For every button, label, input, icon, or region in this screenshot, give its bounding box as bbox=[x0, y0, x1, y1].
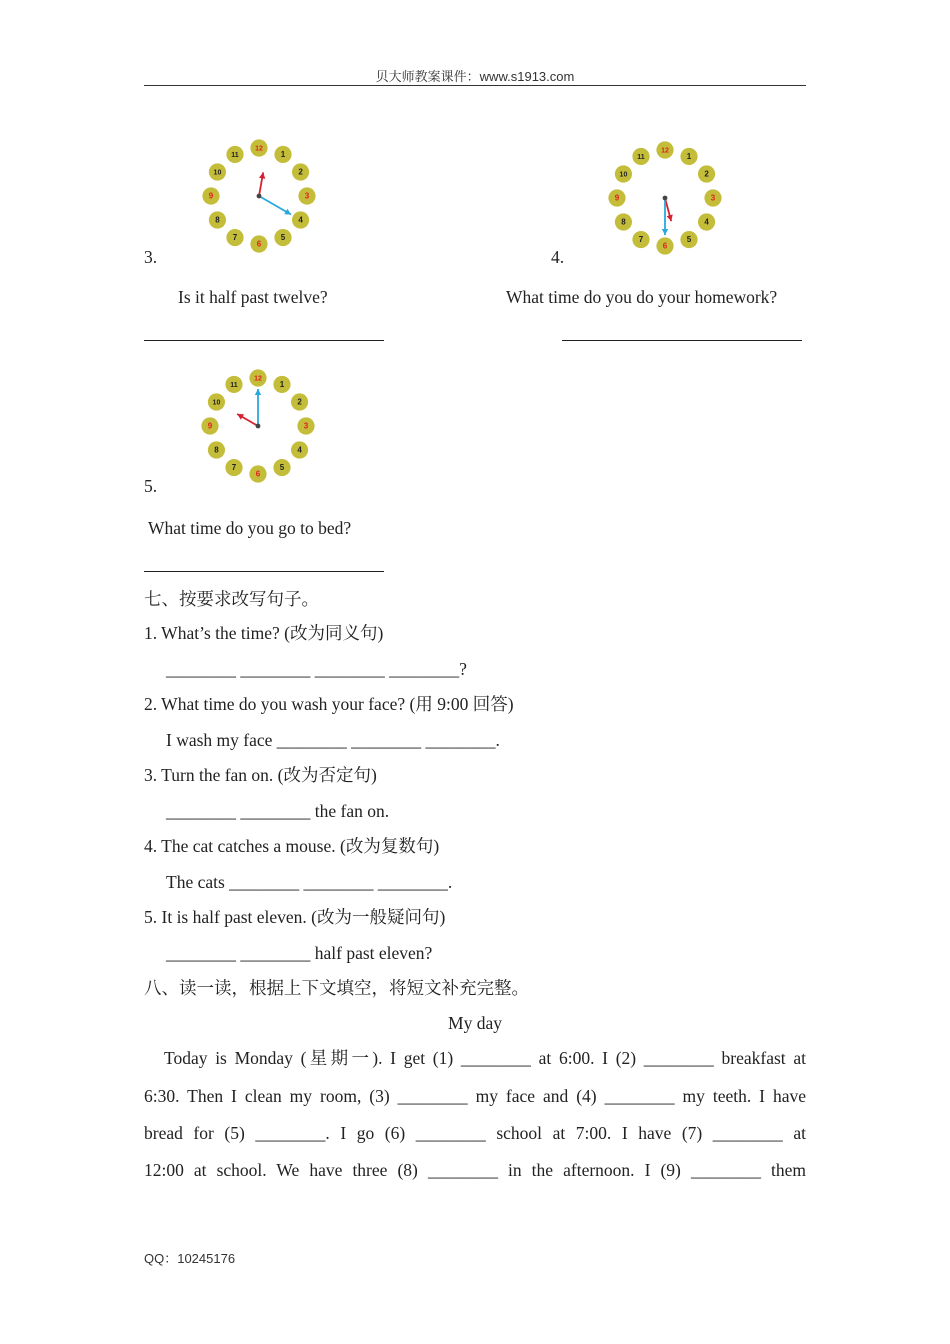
clock-center bbox=[257, 194, 262, 199]
s7-item-4-prompt: 4. The cat catches a mouse. (改为复数句) bbox=[144, 836, 440, 856]
clock-number-5: 5 bbox=[280, 233, 286, 243]
clock-number-3: 3 bbox=[304, 191, 310, 201]
clock-number-11: 11 bbox=[637, 154, 645, 162]
answer-line-5[interactable] bbox=[144, 571, 384, 572]
s7-item-4-answer[interactable]: The cats ________ ________ ________. bbox=[166, 872, 453, 892]
passage-line-1: Today is Monday (星期一). I get (1) ________ at 6:00. I (2) ________ breakfast at bbox=[164, 1048, 806, 1068]
section-8-title: 八、读一读，根据上下文填空，将短文补充完整。 bbox=[144, 978, 529, 998]
s7-item-3-answer[interactable]: ________ ________ the fan on. bbox=[166, 801, 390, 821]
answer-line-3[interactable] bbox=[144, 340, 384, 341]
section-7-title: 七、按要求改写句子。 bbox=[144, 589, 319, 609]
clock-number-6: 6 bbox=[255, 469, 261, 479]
clock-number-5: 5 bbox=[686, 235, 692, 245]
clock-number-1: 1 bbox=[280, 150, 286, 160]
clock-number-3: 3 bbox=[710, 193, 716, 203]
clock-number-9: 9 bbox=[614, 193, 620, 203]
question-3-text: Is it half past twelve? bbox=[178, 287, 328, 307]
s7-item-5-answer[interactable]: ________ ________ half past eleven? bbox=[166, 943, 433, 963]
clock-number-8: 8 bbox=[215, 215, 220, 225]
clock-number-12: 12 bbox=[254, 375, 262, 383]
clock-number-6: 6 bbox=[256, 239, 262, 249]
question-5-text: What time do you go to bed? bbox=[148, 518, 352, 538]
clock-number-1: 1 bbox=[686, 152, 692, 162]
question-3-number: 3. bbox=[144, 247, 158, 267]
clock-number-2: 2 bbox=[298, 167, 303, 177]
page-header: 贝大师教案课件：www.s1913.com bbox=[375, 69, 575, 84]
clock-number-4: 4 bbox=[297, 445, 302, 455]
clock-number-10: 10 bbox=[619, 171, 628, 179]
clock-number-2: 2 bbox=[297, 397, 302, 407]
clock-number-2: 2 bbox=[704, 169, 709, 179]
clock-number-1: 1 bbox=[279, 380, 285, 390]
clock-number-11: 11 bbox=[231, 152, 239, 160]
clock-number-12: 12 bbox=[661, 147, 669, 155]
answer-line-4[interactable] bbox=[562, 340, 802, 341]
passage-line-3: bread for (5) ________. I go (6) ________ school at 7:00. I have (7) ________ at bbox=[144, 1123, 806, 1143]
clock-number-6: 6 bbox=[662, 241, 668, 251]
clock-number-4: 4 bbox=[298, 215, 303, 225]
clock-number-12: 12 bbox=[255, 145, 263, 153]
header-divider bbox=[144, 85, 806, 86]
page-footer: QQ：10245176 bbox=[144, 1251, 236, 1266]
s7-item-1-prompt: 1. What’s the time? (改为同义句) bbox=[144, 623, 384, 643]
clock-number-8: 8 bbox=[214, 445, 219, 455]
s7-item-2-prompt: 2. What time do you wash your face? (用 9:00 回答) bbox=[144, 694, 514, 714]
passage-title: My day bbox=[448, 1013, 502, 1033]
clock-center bbox=[663, 196, 668, 201]
clock-number-3: 3 bbox=[303, 421, 309, 431]
question-5-number: 5. bbox=[144, 476, 158, 496]
clock-number-7: 7 bbox=[232, 233, 238, 243]
s7-item-2-answer[interactable]: I wash my face ________ ________ ________. bbox=[166, 730, 500, 750]
clock-q4 bbox=[606, 139, 724, 257]
clock-number-10: 10 bbox=[213, 169, 222, 177]
clock-center bbox=[256, 424, 261, 429]
clock-number-7: 7 bbox=[231, 463, 237, 473]
passage-line-4: 12:00 at school. We have three (8) ________ in the afternoon. I (9) ________ them bbox=[144, 1160, 806, 1180]
clock-number-9: 9 bbox=[208, 191, 214, 201]
s7-item-3-prompt: 3. Turn the fan on. (改为否定句) bbox=[144, 765, 377, 785]
clock-q3 bbox=[200, 137, 318, 255]
question-4-number: 4. bbox=[551, 247, 565, 267]
passage-line-2: 6:30. Then I clean my room, (3) ________ my face and (4) ________ my teeth. I have bbox=[144, 1086, 806, 1106]
minute-hand-head bbox=[662, 229, 668, 235]
clock-number-8: 8 bbox=[621, 217, 626, 227]
s7-item-1-answer[interactable]: ________ ________ ________ ________? bbox=[166, 659, 467, 679]
s7-item-5-prompt: 5. It is half past eleven. (改为一般疑问句) bbox=[144, 907, 446, 927]
clock-number-10: 10 bbox=[212, 399, 221, 407]
minute-hand-head bbox=[255, 389, 261, 395]
clock-number-4: 4 bbox=[704, 217, 709, 227]
clock-number-9: 9 bbox=[207, 421, 213, 431]
clock-number-5: 5 bbox=[279, 463, 285, 473]
clock-number-7: 7 bbox=[638, 235, 644, 245]
clock-q5 bbox=[199, 367, 317, 485]
clock-number-11: 11 bbox=[230, 382, 238, 390]
question-4-text: What time do you do your homework? bbox=[506, 287, 778, 307]
